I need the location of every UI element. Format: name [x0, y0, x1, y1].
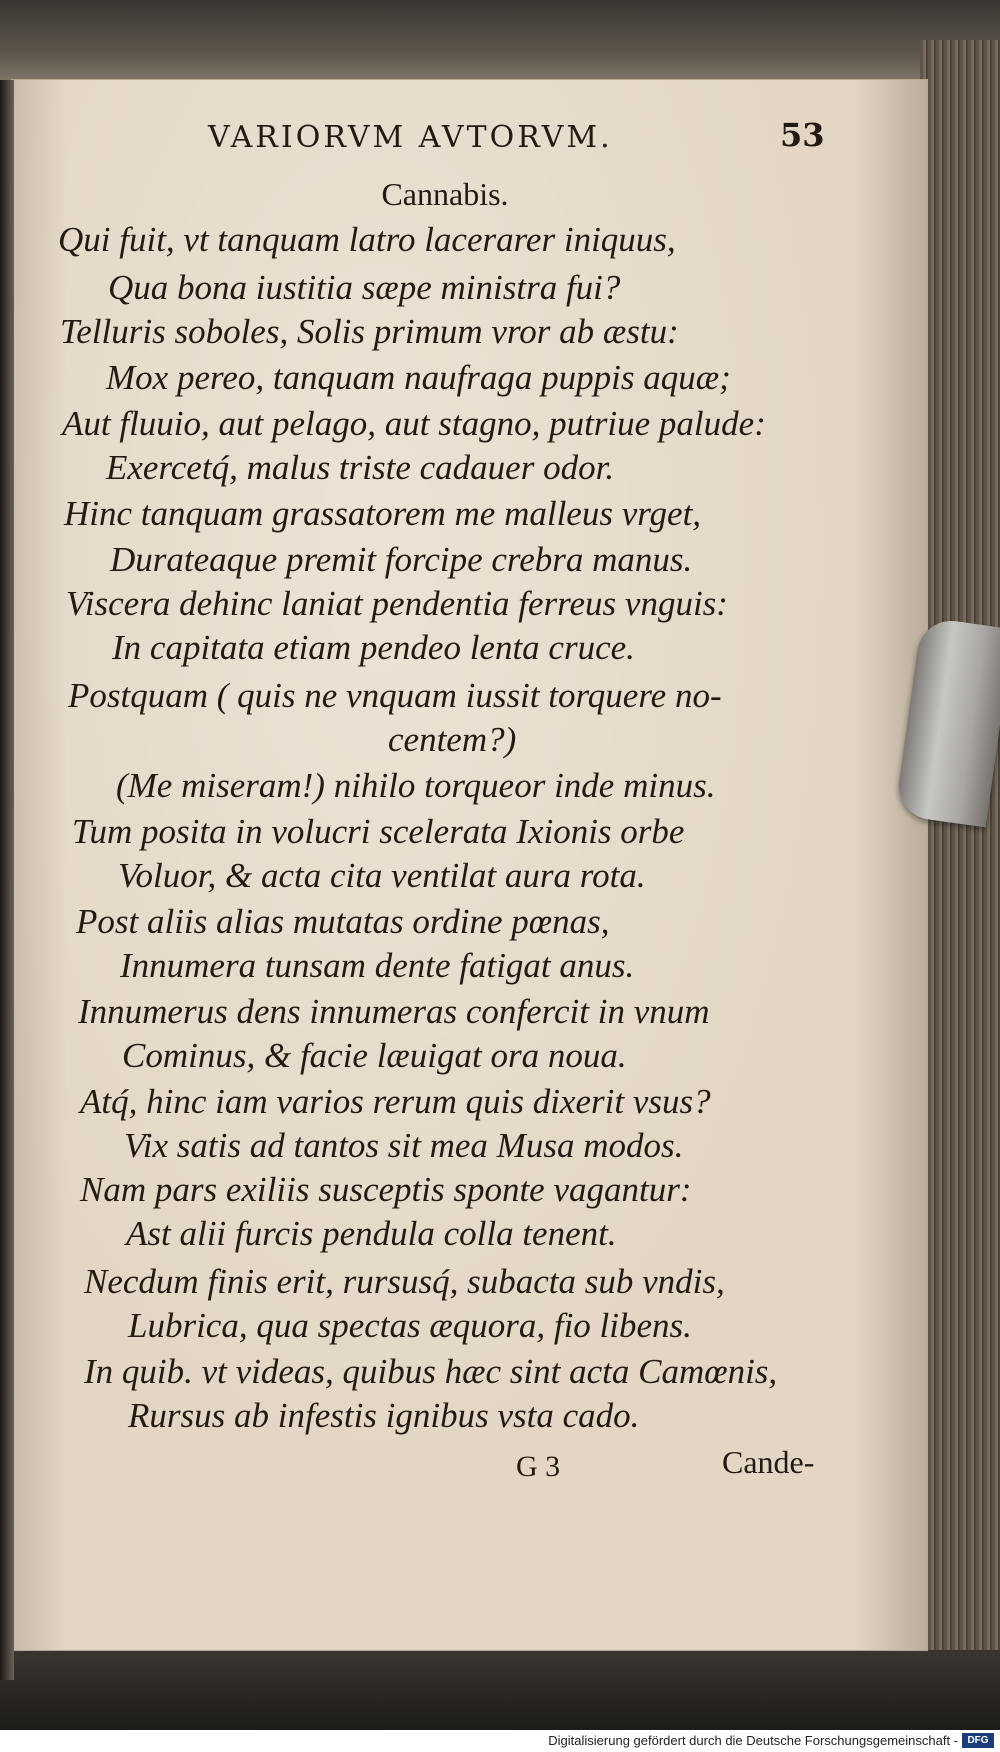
book-fore-edge	[920, 40, 1000, 1680]
verse-line: Nam pars exiliis susceptis sponte vagantur:	[80, 1170, 692, 1209]
verse-line: Atq́, hinc iam varios rerum quis dixerit vsus?	[80, 1082, 711, 1121]
verse-line: Qua bona iustitia sæpe ministra fui?	[108, 268, 621, 307]
verse-line: Vix satis ad tantos sit mea Musa modos.	[124, 1126, 684, 1165]
verse-line: Lubrica, qua spectas æquora, fio libens.	[128, 1306, 692, 1345]
verse-line: Cominus, & facie læuigat ora noua.	[122, 1036, 627, 1075]
verse-line: Innumera tunsam dente fatigat anus.	[120, 946, 635, 985]
spine-shadow	[0, 80, 14, 1680]
verse-line: Voluor, & acta cita ventilat aura rota.	[118, 856, 646, 895]
digitization-credit: Digitalisierung gefördert durch die Deutsche Forschungsgemeinschaft -	[548, 1733, 958, 1748]
verse-line: Tum posita in volucri scelerata Ixionis orbe	[72, 812, 685, 851]
verse-line: Post aliis alias mutatas ordine pœnas,	[76, 902, 610, 941]
page-number: 53	[780, 116, 825, 154]
verse-line: Telluris soboles, Solis primum vror ab æstu:	[60, 312, 679, 351]
verse-line: In quib. vt videas, quibus hæc sint acta Camœnis,	[84, 1352, 778, 1391]
verse-line: (Me miseram!) nihilo torqueor inde minus.	[116, 766, 716, 805]
verse-line: Exercetq́, malus triste cadauer odor.	[106, 448, 615, 487]
catchword: Cande-	[722, 1444, 815, 1480]
signature-mark: G 3	[516, 1450, 561, 1483]
verse-line: Durateaque premit forcipe crebra manus.	[110, 540, 693, 579]
verse-line: Rursus ab infestis ignibus vsta cado.	[128, 1396, 640, 1435]
poem-title: Cannabis.	[381, 176, 509, 212]
background-strip	[0, 1650, 1000, 1730]
dfg-logo: DFG	[962, 1733, 994, 1748]
verse-line: Ast alii furcis pendula colla tenent.	[126, 1214, 617, 1253]
book-top-edge	[0, 0, 1000, 90]
running-head: VARIORVM AVTORVM.	[208, 120, 613, 155]
verse-line: Mox pereo, tanquam naufraga puppis aquæ;	[106, 358, 731, 397]
verse-line: In capitata etiam pendeo lenta cruce.	[112, 628, 635, 667]
verse-line: Aut fluuio, aut pelago, aut stagno, putriue palude:	[62, 404, 766, 443]
verse-line: Necdum finis erit, rursusq́, subacta sub vndis,	[84, 1262, 725, 1301]
verse-line: Postquam ( quis ne vnquam iussit torquere no-	[68, 676, 722, 715]
verse-line: Qui fuit, vt tanquam latro lacerarer iniquus,	[58, 220, 676, 259]
verse-line: Innumerus dens innumeras confercit in vnum	[78, 992, 710, 1031]
verse-line: Viscera dehinc laniat pendentia ferreus vnguis:	[66, 584, 728, 623]
verse-line: centem?)	[388, 720, 517, 759]
verse-line: Hinc tanquam grassatorem me malleus vrget,	[64, 494, 702, 533]
